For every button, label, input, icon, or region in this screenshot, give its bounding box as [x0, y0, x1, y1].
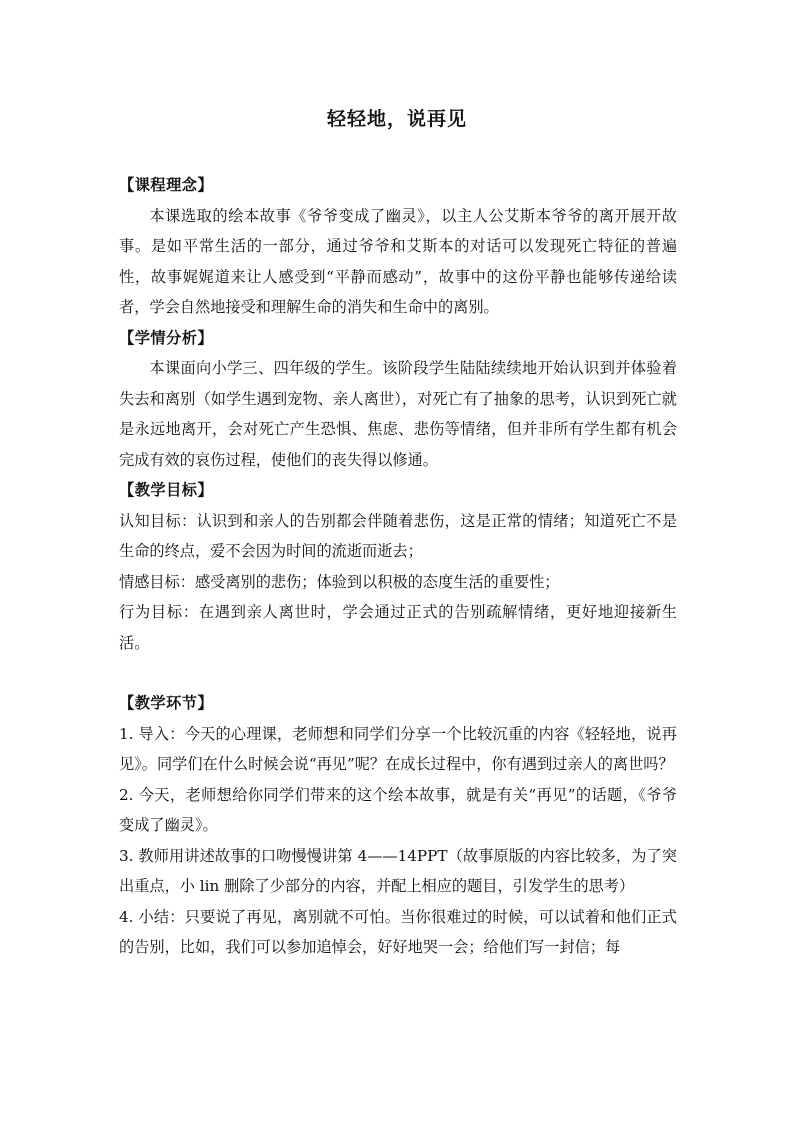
goal-cognitive: 认知目标：认识到和亲人的告别都会伴随着悲伤，这是正常的情绪；知道死亡不是生命的终点，爱不会因为时间的流逝而逝去； — [119, 511, 677, 560]
section-heading-analysis: 【学情分析】 — [119, 328, 214, 347]
goal-behavioral: 行为目标：在遇到亲人离世时，学会通过正式的告别疏解情绪，更好地迎接新生活。 — [119, 603, 677, 652]
document-body — [119, 170, 677, 963]
document-title: 轻轻地，说再见 — [326, 108, 467, 130]
step-2: 2. 今天，老师想给你同学们带来的这个绘本故事，就是有关“再见”的话题，《爷爷变成了幽灵》。 — [119, 785, 677, 834]
step-1: 1. 导入：今天的心理课，老师想和同学们分享一个比较沉重的内容《轻轻地，说再见》。同学们在什么时候会说“再见”呢？在成长过程中，你有遇到过亲人的离世吗？ — [119, 724, 677, 773]
step-3: 3. 教师用讲述故事的口吻慢慢讲第 4——14PPT（故事原版的内容比较多，为了突出重点，小 lin 删除了少部分的内容，并配上相应的题目，引发学生的思考） — [119, 846, 677, 895]
section-heading-concept: 【课程理念】 — [119, 176, 214, 194]
goal-emotional: 情感目标：感受离别的悲伤；体验到以积极的态度生活的重要性； — [119, 572, 560, 591]
section-spacer — [119, 658, 677, 688]
section-heading-steps: 【教学环节】 — [119, 694, 214, 712]
concept-paragraph: 本课选取的绘本故事《爷爷变成了幽灵》，以主人公艾斯本爷爷的离开展开故事。是如平常生活的一部分，通过爷爷和艾斯本的对话可以发现死亡特征的普遍性，故事娓娓道来让人感受到“平静而感动”，故事中的这份平静也能够传递给读者，学会自然地接受和理解生命的消失和生命中的离别。 — [119, 206, 677, 316]
analysis-paragraph: 本课面向小学三、四年级的学生。该阶段学生陆陆续续地开始认识到并体验着失去和离别（如学生遇到宠物、亲人离世），对死亡有了抽象的思考，认识到死亡就是永远地离开，会对死亡产生恐惧、焦虑、悲伤等情绪，但并非所有学生都有机会完成有效的哀伤过程，使他们的丧失得以修通。 — [119, 359, 677, 469]
section-heading-goals: 【教学目标】 — [119, 481, 214, 499]
step-4: 4. 小结：只要说了再见，离别就不可怕。当你很难过的时候，可以试着和他们正式的告别，比如，我们可以参加追悼会，好好地哭一会；给他们写一封信；每 — [119, 907, 677, 956]
